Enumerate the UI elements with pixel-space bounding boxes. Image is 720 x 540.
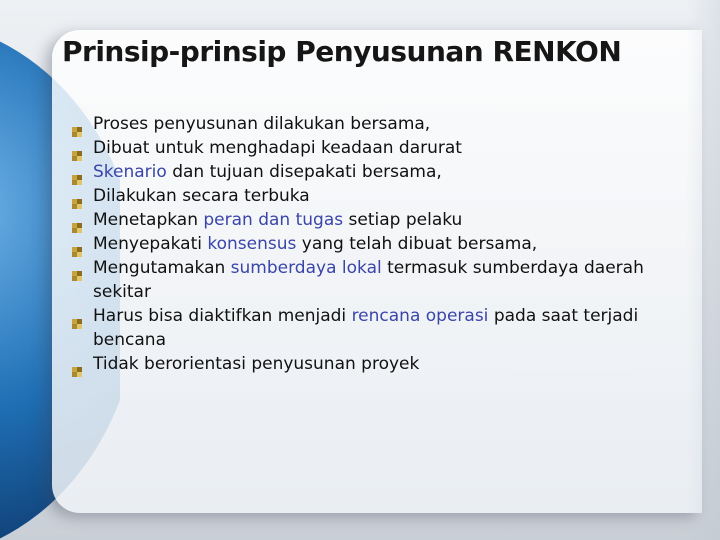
slide-title: Prinsip-prinsip Penyusunan RENKON	[62, 35, 622, 68]
bullet-item	[72, 184, 672, 208]
checkered-square-bullet-icon	[72, 264, 82, 274]
checkered-square-bullet-icon	[72, 144, 82, 154]
checkered-square-bullet-icon	[72, 192, 82, 202]
bullet-text: Menetapkan	[93, 210, 204, 230]
checkered-square-bullet-icon	[72, 168, 82, 178]
bullet-item	[72, 136, 672, 160]
bullet-text: peran dan tugas	[203, 210, 344, 230]
bullet-text: sumberdaya lokal	[230, 258, 382, 278]
bullet-text: rencana operasi	[351, 306, 489, 326]
bullet-list	[72, 112, 672, 376]
bullet-text: pada saat terjadi bencana	[93, 306, 639, 350]
checkered-square-bullet-icon	[72, 216, 82, 226]
bullet-text: setiap pelaku	[343, 210, 463, 230]
bullet-text: Mengutamakan	[93, 258, 231, 278]
checkered-square-bullet-icon	[72, 240, 82, 250]
bullet-text: dan tujuan disepakati bersama,	[166, 162, 442, 182]
bullet-text: Menyepakati	[93, 234, 208, 254]
bullet-text: Proses penyusunan dilakukan bersama,	[93, 114, 431, 134]
checkered-square-bullet-icon	[72, 120, 82, 130]
bullet-item	[72, 232, 672, 256]
checkered-square-bullet-icon	[72, 312, 82, 322]
bullet-item	[72, 256, 672, 304]
checkered-square-bullet-icon	[72, 360, 82, 370]
bullet-item	[72, 352, 672, 376]
bullet-text: Dilakukan secara terbuka	[93, 186, 310, 206]
bullet-text: yang telah dibuat bersama,	[296, 234, 538, 254]
bullet-text: termasuk sumberdaya daerah sekitar	[93, 258, 644, 302]
decorative-stripe	[686, 0, 720, 540]
bullet-item	[72, 160, 672, 184]
bullet-item	[72, 304, 672, 352]
bullet-text: Dibuat untuk menghadapi keadaan darurat	[93, 138, 462, 158]
bullet-text: Skenario	[93, 162, 167, 182]
bullet-text: konsensus	[207, 234, 297, 254]
bullet-item	[72, 112, 672, 136]
bullet-text: Harus bisa diaktifkan menjadi	[93, 306, 352, 326]
bullet-text: Tidak berorientasi penyusunan proyek	[93, 354, 420, 374]
bullet-item	[72, 208, 672, 232]
